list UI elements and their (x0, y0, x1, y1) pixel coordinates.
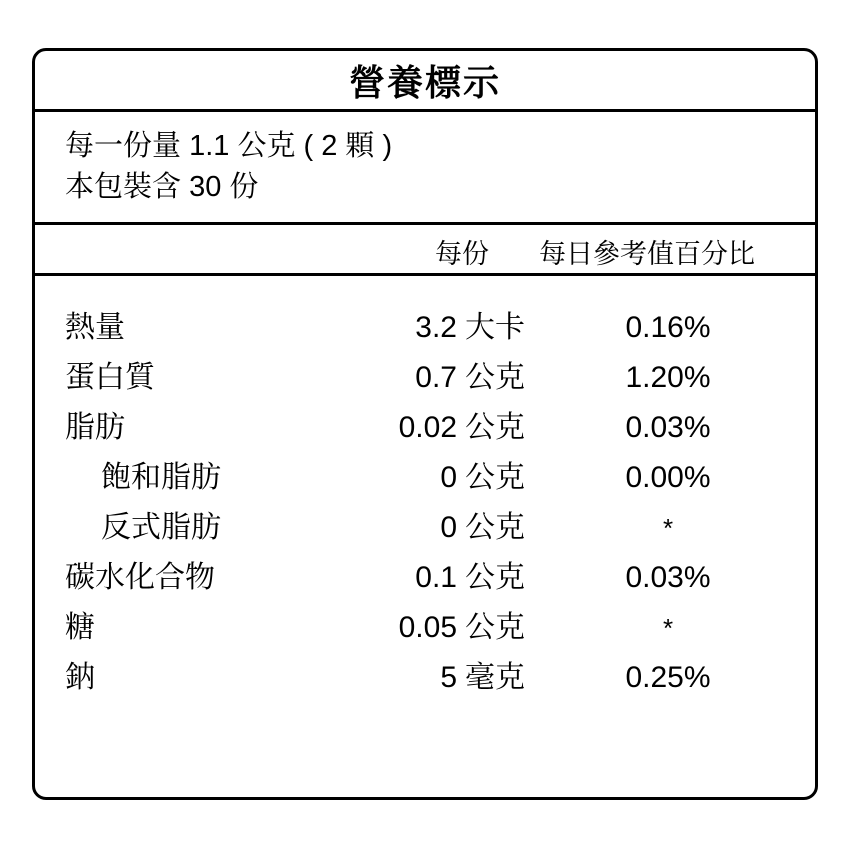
page-title: 營養標示 (348, 61, 501, 103)
nutrient-value: 0 (440, 461, 457, 495)
table-row (35, 402, 815, 452)
nutrient-name: 糖 (65, 611, 95, 645)
servings-per-container-line (65, 167, 815, 208)
serving-size-line (65, 126, 815, 167)
nutrient-unit: 公克 (465, 611, 525, 645)
nutrient-name: 碳水化合物 (65, 561, 215, 595)
nutrient-value: 0 (440, 511, 457, 545)
nutrient-table (35, 276, 815, 797)
nutrient-daily-value: * (662, 513, 674, 544)
nutrient-value: 0.7 (415, 361, 457, 395)
table-row (35, 602, 815, 652)
table-row (35, 502, 815, 552)
servings-per-container-label: 本包裝含 (65, 171, 182, 204)
table-row (35, 452, 815, 502)
serving-size-amount: 1.1 (189, 130, 230, 162)
nutrient-value: 0.05 (398, 611, 457, 645)
label-title-row (35, 51, 815, 109)
nutrient-value: 3.2 (415, 311, 457, 345)
nutrient-name: 熱量 (65, 311, 125, 345)
nutrient-value: 0.02 (398, 411, 457, 445)
table-row (35, 552, 815, 602)
serving-size-unit: 公克 ( 2 顆 ) (237, 130, 393, 162)
nutrient-unit: 公克 (465, 461, 525, 495)
nutrient-daily-value: 1.20% (625, 361, 711, 395)
servings-per-container-amount: 30 (189, 171, 222, 204)
nutrient-value: 5 (440, 661, 457, 695)
nutrient-value: 0.1 (415, 561, 457, 595)
column-header-daily-value: 每日參考值百分比 (539, 239, 755, 270)
nutrient-name: 反式脂肪 (101, 511, 221, 545)
nutrient-unit: 大卡 (465, 311, 525, 345)
nutrient-daily-value: 0.00% (625, 461, 711, 495)
table-row (35, 652, 815, 702)
nutrient-unit: 公克 (465, 511, 525, 545)
table-row (35, 352, 815, 402)
nutrient-daily-value: * (662, 613, 674, 644)
nutrient-name: 脂肪 (65, 411, 125, 445)
nutrient-daily-value: 0.03% (625, 411, 711, 445)
nutrient-daily-value: 0.16% (625, 311, 711, 345)
serving-info (35, 112, 815, 222)
serving-size-label: 每一份量 (65, 130, 182, 162)
nutrient-name: 蛋白質 (65, 361, 155, 395)
nutrient-unit: 公克 (465, 361, 525, 395)
nutrient-unit: 毫克 (465, 661, 525, 695)
nutrient-unit: 公克 (465, 411, 525, 445)
column-header-per-serving: 每份 (435, 239, 489, 270)
servings-per-container-unit: 份 (229, 171, 259, 204)
column-header-row (35, 225, 815, 273)
nutrient-name: 鈉 (65, 661, 95, 695)
nutrient-unit: 公克 (465, 561, 525, 595)
nutrition-facts-panel (32, 48, 818, 800)
nutrient-name: 飽和脂肪 (101, 461, 221, 495)
table-row (35, 302, 815, 352)
nutrient-daily-value: 0.03% (625, 561, 711, 595)
nutrient-daily-value: 0.25% (625, 661, 711, 695)
